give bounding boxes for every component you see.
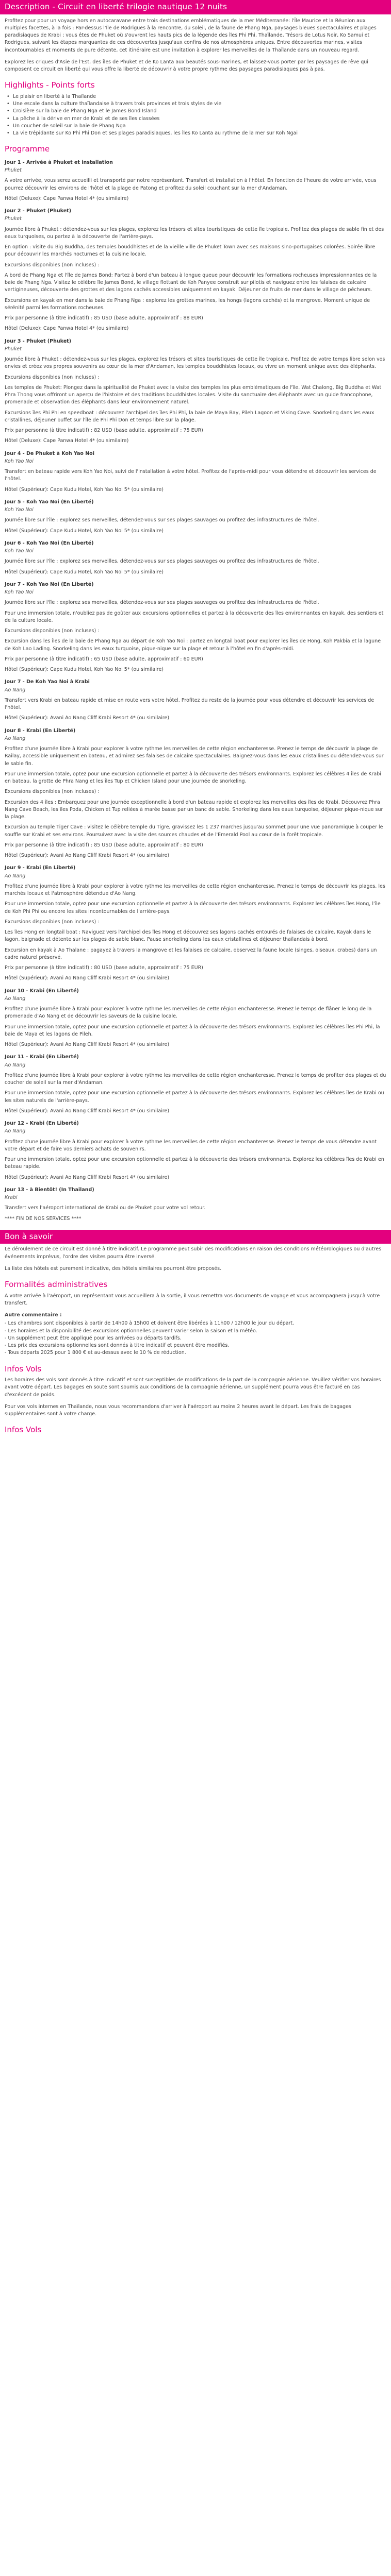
day-paragraph: Excursions disponibles (non incluses) :: [5, 919, 100, 925]
autre-item: - Les horaires et la disponibilité des excursions optionnelles peuvent varier selon la saison et la météo.: [5, 1328, 257, 1334]
day-location: Koh Yao Noi: [5, 548, 34, 554]
day-location: Phuket: [5, 167, 22, 173]
day-title: Jour 10 - Krabi (En Liberté): [5, 988, 79, 994]
day-paragraph: Excursions îles Phi Phi en speedboat : découvrez l'archipel des îles Phi Phi, la baie de Maya Bay, Pileh Lagoon et Viking Cave. Snorkeling dans les eaux cristallines, déjeuner buffet sur l'île de Phi Phi Don et temps libre sur la plage.: [5, 410, 374, 423]
page-title: Description - Circuit en liberté trilogie nautique 12 nuits: [0, 0, 391, 14]
autre-title: Autre commentaire :: [5, 1312, 62, 1318]
intro-text-2: Explorez les criques d'Asie de l'Est, des îles de Phuket et de Ko Lanta aux beautés sous-marines, et laissez-vous porter par les paysages de rêve qui composent ce circuit en liberté qui vous offre la liberté de découvrir à votre propre rythme des paysages paradisiaques pas à pas.: [5, 59, 368, 72]
day-title: Jour 11 - Krabi (En Liberté): [5, 1054, 79, 1060]
day-paragraph: Les temples de Phuket: Plongez dans la spiritualité de Phuket avec la visite des temples les plus emblématiques de l'île. Wat Chalong, Big Buddha et Wat Phra Thong vous offriront un aperçu de l'histoire et des traditions bouddhistes locales. Visite du sanctuaire des éléphants avec un guide francophone, promenade et observation des éléphants dans leur environnement naturel.: [5, 384, 382, 405]
intro-text: Profitez pour pour un voyage hors en autocaravane entre trois destinations emblématiques de la mer Méditerranée: l'Île Maurice et la Réunion aux multiples facettes, à la fois : Par-dessus l'Île de Rodrigues à la rencontre, du soleil, de la faune de Phang Nga, paysages bleues spectaculaires et plages paradisiaques de Krabi ; vous êtes de Phuket où s'ouvrent les hauts pics de la légende des îles Phi Phi, Thaïlande, Trésors de Lotus Noir, Ko Samui et Rodrigues, suivant les étapes marquantes de ces découvertes jusqu'aux confins de nos atmosphères uniques. Entre découvertes marines, visites incontournables et moments de pure détente, cet itinéraire est une invitation à explorer les merveilles de la Thaïlande dans un nouveau regard.: [5, 18, 377, 53]
infos-vols-title: Infos Vols: [5, 1364, 42, 1374]
highlight-item: • Un coucher de soleil sur la baie de Phang Nga: [12, 123, 386, 130]
day-block: [5, 1054, 386, 1115]
day-location: Phuket: [5, 346, 22, 352]
day-paragraph: Journée libre sur l'île : explorez ses merveilles, détendez-vous sur ses plages sauvages ou profitez des infrastructures de l'hôtel.: [5, 600, 319, 606]
day-title: Jour 13 - à Bientôt! (In Thailand): [5, 1187, 94, 1193]
highlight-item: • La pêche à la dérive en mer de Krabi et de ses îles classées: [12, 115, 386, 123]
day-paragraph: Hôtel (Deluxe): Cape Panwa Hotel 4* (ou similaire): [5, 195, 129, 201]
autre-item: - Les prix des excursions optionnelles sont donnés à titre indicatif et peuvent être modifiés.: [5, 1343, 230, 1348]
day-location: Ao Nang: [5, 995, 26, 1002]
day-paragraph: Excursions disponibles (non incluses) :: [5, 789, 100, 795]
formalites-text: A votre arrivée à l'aéroport, un représentant vous accueillera à la sortie, il vous remettra vos documents de voyage et vous accompagnera jusqu'à votre transfert.: [5, 1293, 380, 1306]
day-hotel: Hôtel (Supérieur): Cape Kudu Hotel, Koh Yao Noi 5* (ou similaire): [5, 569, 164, 575]
day-title: Jour 7 - De Koh Yao Noi à Krabi: [5, 679, 90, 685]
day-paragraph: Prix par personne (à titre indicatif) : 65 USD (base adulte, approximatif : 60 EUR): [5, 656, 203, 662]
infos-vols-text: Les horaires des vols sont donnés à titre indicatif et sont susceptibles de modifications de la part de la compagnie aérienne. Veuillez vérifier vos horaires avant votre départ. Les bagages en soute sont soumis aux conditions de la compagnie aérienne, un supplément pourra vous être facturé en cas d'excédent de poids.: [5, 1377, 381, 1398]
day-paragraph: Excursions disponibles (non incluses) :: [5, 374, 100, 380]
day-block: [5, 499, 386, 535]
day-location: Koh Yao Noi: [5, 507, 34, 513]
day-paragraph: Excursion dans les îles de la baie de Phang Nga au départ de Koh Yao Noi : partez en longtail boat pour explorer les îles de Hong, Koh Pakbia et la lagune de Koh Lao Lading. Snorkeling dans les eaux turquoise, pique-nique sur la plage et retour à l'hôtel en fin d'après-midi.: [5, 638, 381, 652]
day-paragraph: Transfert en bateau rapide vers Koh Yao Noi, suivi de l'installation à votre hôtel. Profitez de l'après-midi pour vous détendre et découvrir les services de l'hôtel.: [5, 469, 377, 482]
programme-title: Programme: [5, 144, 50, 154]
day-block: [5, 727, 386, 860]
day-location: Ao Nang: [5, 873, 26, 879]
autre-item: - Un supplément peut être appliqué pour les arrivées ou départs tardifs.: [5, 1335, 182, 1341]
infos-vols-text-2: Pour vos vols internes en Thaïlande, nous vous recommandons d'arriver à l'aéroport au moins 2 heures avant le départ. Les frais de bagages supplémentaires sont à votre charge.: [5, 1403, 351, 1417]
day-paragraph: Profitez d'une journée libre à Krabi pour explorer à votre rythme les merveilles de cette région enchanteresse. Prenez le temps de vous détendre avant votre départ et de faire vos derniers achats de souvenirs.: [5, 1139, 377, 1152]
day-hotel: Hôtel (Supérieur): Avani Ao Nang Cliff Krabi Resort 4* (ou similaire): [5, 1174, 170, 1180]
day-paragraph: Prix par personne (à titre indicatif) : 85 USD (base adulte, approximatif : 80 EUR): [5, 842, 203, 848]
day-block: [5, 159, 386, 202]
infos-vols-footer: Infos Vols: [5, 1425, 42, 1435]
day-paragraph: Pour une immersion totale, optez pour une excursion optionnelle et partez à la découverte des trésors environnants. Explorez les célèbres îles de Krabi en bateau rapide.: [5, 1157, 384, 1170]
day-block: [5, 208, 386, 333]
day-location: Phuket: [5, 216, 22, 222]
day-paragraph: Pour une immersion totale, optez pour une excursion optionnelle et partez à la découverte des trésors environnants. Explorez les célèbres 4 îles de Krabi en bateau, la grotte de Phra Nang et les îles Tup et Chicken Island pour une journée de snorkeling.: [5, 771, 381, 784]
day-paragraph: A votre arrivée, vous serez accueilli et transporté par notre représentant. Transfert et installation à l'hôtel. En fonction de l'heure de votre arrivée, vous pourrez découvrir les environs de l'hôtel et la plage de Patong et profitez du soleil couchant sur la mer d'Andaman.: [5, 178, 377, 191]
day-hotel: Hôtel (Supérieur): Cape Kudu Hotel, Koh Yao Noi 5* (ou similaire): [5, 528, 164, 534]
day-paragraph: Pour une immersion totale, optez pour une excursion optionnelle et partez à la découverte des trésors environnants. Explorez les célèbres îles Phi Phi, la baie de Maya et les lagons de Pileh.: [5, 1024, 380, 1037]
day-paragraph: Prix par personne (à titre indicatif) : 85 USD (base adulte, approximatif : 88 EUR): [5, 315, 203, 321]
day-block: [5, 865, 386, 982]
day-paragraph: Profitez d'une journée libre à Krabi pour explorer à votre rythme les merveilles de cette région enchanteresse. Prenez le temps de profiter des plages et du coucher de soleil sur la mer d'Andaman.: [5, 1072, 386, 1086]
day-paragraph: Pour une immersion totale, optez pour une excursion optionnelle et partez à la découverte des trésors environnants. Explorez les célèbres îles Hong, l'île de Koh Phi Phi ou encore les sites incontournables de l'arrière-pays.: [5, 901, 381, 914]
day-title: Jour 4 - De Phuket à Koh Yao Noi: [5, 450, 94, 456]
day-block: [5, 540, 386, 576]
day-paragraph: Transfert vers Krabi en bateau rapide et mise en route vers votre hôtel. Profitez du reste de la journée pour vous détendre et découvrir les services de l'hôtel.: [5, 697, 374, 710]
day-paragraph: Profitez d'une journée libre à Krabi pour explorer à votre rythme les merveilles de cette région enchanteresse. Prenez le temps de flâner le long de la promenade d'Ao Nang et de découvrir les saveurs de la cuisine locale.: [5, 1006, 372, 1020]
formalites-title: Formalités administratives: [5, 1280, 108, 1289]
day-block: [5, 581, 386, 674]
day-paragraph: Profitez d'une journée libre à Krabi pour explorer à votre rythme les merveilles de cette région enchanteresse. Prenez le temps de découvrir les plages, les marchés locaux et l'atmosphère détendue d'Ao Nang.: [5, 883, 385, 896]
day-paragraph: Prix par personne (à titre indicatif) : 82 USD (base adulte, approximatif : 75 EUR): [5, 428, 203, 433]
day-title: Jour 5 - Koh Yao Noi (En Liberté): [5, 499, 94, 505]
bon-note: La liste des hôtels est purement indicative, des hôtels similaires pourront être proposés.: [5, 1265, 222, 1272]
day-location: Koh Yao Noi: [5, 458, 34, 464]
day-paragraph: Les îles Hong en longtail boat : Naviguez vers l'archipel des îles Hong et découvrez ses lagons cachés entourés de falaises de calcaire. Kayak dans le lagon, baignade et détente sur les plages de sable blanc. Pause snorkeling dans les eaux cristallines et déjeuner thaïlandais à bord.: [5, 929, 371, 943]
day-paragraph: Transfert vers l'aéroport international de Krabi ou de Phuket pour votre vol retour.: [5, 1205, 206, 1211]
day-hotel: Hôtel (Deluxe): Cape Panwa Hotel 4* (ou similaire): [5, 326, 129, 332]
day-title: Jour 12 - Krabi (En Liberté): [5, 1121, 79, 1126]
day-hotel: Hôtel (Supérieur): Cape Kudu Hotel, Koh Yao Noi 5* (ou similaire): [5, 486, 164, 493]
bon-intro: Le déroulement de ce circuit est donné à titre indicatif. Le programme peut subir des modifications en raison des conditions météorologiques ou d'autres événements imprévus, l'ordre des visites pourra être inversé.: [5, 1246, 382, 1260]
day-title: Jour 6 - Koh Yao Noi (En Liberté): [5, 540, 94, 546]
day-title: Jour 7 - Koh Yao Noi (En Liberté): [5, 581, 94, 587]
day-block: [5, 1187, 386, 1223]
day-location: Ao Nang: [5, 735, 26, 741]
day-hotel: Hôtel (Supérieur): Avani Ao Nang Cliff Krabi Resort 4* (ou similaire): [5, 1042, 170, 1047]
day-paragraph: Excursion en kayak à Ao Thalane : pagayez à travers la mangrove et les falaises de calcaire, observez la faune locale (singes, oiseaux, crabes) dans un cadre naturel préservé.: [5, 947, 377, 960]
day-location: Krabi: [5, 1195, 18, 1200]
day-title: Jour 9 - Krabi (En Liberté): [5, 865, 76, 871]
day-hotel: Hôtel (Supérieur): Cape Kudu Hotel, Koh Yao Noi 5* (ou similaire): [5, 667, 164, 672]
bon-a-savoir-title: Bon à savoir: [0, 1230, 391, 1244]
day-block: [5, 679, 386, 722]
day-paragraph: Excursions disponibles (non incluses) :: [5, 262, 100, 268]
highlight-item: • La vie trépidante sur Ko Phi Phi Don et ses plages paradisiaques, les îles Ko Lanta au rythme de la mer sur Koh Ngai: [12, 130, 386, 137]
day-location: Ao Nang: [5, 1062, 26, 1068]
highlights-title: Highlights - Points forts: [5, 80, 95, 90]
day-block: [5, 988, 386, 1049]
day-location: Koh Yao Noi: [5, 589, 34, 595]
day-paragraph: Journée libre sur l'île : explorez ses merveilles, détendez-vous sur ses plages sauvages ou profitez des infrastructures de l'hôtel.: [5, 517, 319, 523]
day-title: Jour 3 - Phuket (Phuket): [5, 338, 72, 344]
day-paragraph: Prix par personne (à titre indicatif) : 80 USD (base adulte, approximatif : 75 EUR): [5, 965, 203, 971]
day-block: [5, 450, 386, 494]
day-hotel: Hôtel (Supérieur): Avani Ao Nang Cliff Krabi Resort 4* (ou similaire): [5, 715, 170, 721]
highlight-item: • Une escale dans la culture thaïlandaise à travers trois provinces et trois styles de vie: [12, 100, 386, 108]
day-paragraph: Excursion des 4 îles : Embarquez pour une journée exceptionnelle à bord d'un bateau rapide et explorez les merveilles des îles de Krabi. Découvrez Phra Nang Cave Beach, les îles Poda, Chicken et Tup reliées à marée basse par un banc de sable. Snorkeling dans les eaux turquoise, déjeuner pique-nique sur la plage.: [5, 799, 383, 820]
day-hotel: Hôtel (Supérieur): Avani Ao Nang Cliff Krabi Resort 4* (ou similaire): [5, 853, 170, 858]
day-paragraph: Journée libre sur l'île : explorez ses merveilles, détendez-vous sur ses plages sauvages ou profitez des infrastructures de l'hôtel.: [5, 558, 319, 565]
day-paragraph: Journée libre à Phuket : détendez-vous sur les plages, explorez les trésors et sites touristiques de cette île tropicale. Profitez des plages de sable fin et des eaux turquoises, ou partez à la découverte de l'arrière-pays.: [5, 226, 384, 240]
day-paragraph: Pour une immersion totale, optez pour une excursion optionnelle et partez à la découverte des trésors environnants. Explorez les célèbres îles de Krabi ou les sites naturels de l'arrière-pays.: [5, 1090, 384, 1104]
day-paragraph: En option : visite du Big Buddha, des temples bouddhistes et de la vieille ville de Phuket Town avec ses maisons sino-portugaises colorées. Soirée libre pour découvrir les marchés nocturnes et la cuisine locale.: [5, 244, 376, 258]
day-paragraph: Excursion au temple Tiger Cave : visitez le célèbre temple du Tigre, gravissez les 1 237 marches jusqu'au sommet pour une vue panoramique à couper le souffle sur Krabi et ses environs. Poursuivez avec la visite des sources chaudes et de l'Emerald Pool au cœur de la forêt tropicale.: [5, 824, 383, 838]
autre-list: [5, 1320, 386, 1357]
highlight-item: • Croisière sur la baie de Phang Nga et le James Bond Island: [12, 108, 386, 115]
day-location: Ao Nang: [5, 1128, 26, 1134]
day-title: Jour 2 - Phuket (Phuket): [5, 208, 72, 214]
day-paragraph: **** FIN DE NOS SERVICES ****: [5, 1215, 82, 1222]
highlight-item: • Le plaisir en liberté à la Thaïlande: [12, 93, 386, 100]
day-paragraph: A bord de Phang Nga et l'île de James Bond: Partez à bord d'un bateau à longue queue pour découvrir les formations rocheuses impressionnantes de la baie de Phang Nga. Visitez le célèbre île James Bond, le village flottant de Koh Panyee construit sur pilotis et naviguez entre les falaises de calcaire vertigineuses, découverte des grottes et des lagons cachés accessibles uniquement en kayak. Déjeuner de fruits de mer dans le village de pêcheurs.: [5, 272, 377, 293]
autre-item: - Les chambres sont disponibles à partir de 14h00 à 15h00 et doivent être libérées à 11h00 / 12h00 le jour du départ.: [5, 1320, 295, 1327]
autre-item: - Tous départs 2025 pour 1 800 € et au-dessus avec le 10 % de réduction.: [5, 1350, 186, 1356]
day-hotel: Hôtel (Deluxe): Cape Panwa Hotel 4* (ou similaire): [5, 438, 129, 444]
highlights-list: [5, 93, 386, 138]
day-block: [5, 1120, 386, 1181]
day-title: Jour 1 - Arrivée à Phuket et installation: [5, 159, 113, 165]
day-location: Ao Nang: [5, 687, 26, 693]
day-paragraph: Excursions disponibles (non incluses) :: [5, 628, 100, 634]
day-title: Jour 8 - Krabi (En Liberté): [5, 727, 76, 734]
day-paragraph: Profitez d'une journée libre à Krabi pour explorer à votre rythme les merveilles de cette région enchanteresse. Prenez le temps de découvrir la plage de Railay, accessible uniquement en bateau, et admirez ses falaises de calcaire spectaculaires. Baignez-vous dans les eaux cristallines ou détendez-vous sur le sable fin.: [5, 746, 384, 767]
day-hotel: Hôtel (Supérieur): Avani Ao Nang Cliff Krabi Resort 4* (ou similaire): [5, 1108, 170, 1114]
programme-days: [5, 159, 386, 1223]
day-block: [5, 338, 386, 445]
day-paragraph: Pour une immersion totale, n'oubliez pas de goûter aux excursions optionnelles et partez à la découverte des îles environnantes en kayak, des sentiers et de la culture locale.: [5, 610, 384, 623]
day-paragraph: Journée libre à Phuket : détendez-vous sur les plages, explorez les trésors et sites touristiques de cette île tropicale. Profitez de votre temps libre selon vos envies et créez vos propres souvenirs au cœur de la mer d'Andaman, les temples bouddhistes locaux, ou vivre un moment unique avec des éléphants.: [5, 357, 385, 370]
day-paragraph: Excursions en kayak en mer dans la baie de Phang Nga : explorez les grottes marines, les hongs (lagons cachés) et la mangrove. Moment unique de sérénité parmi les formations rocheuses.: [5, 297, 370, 311]
day-hotel: Hôtel (Supérieur): Avani Ao Nang Cliff Krabi Resort 4* (ou similaire): [5, 975, 170, 981]
